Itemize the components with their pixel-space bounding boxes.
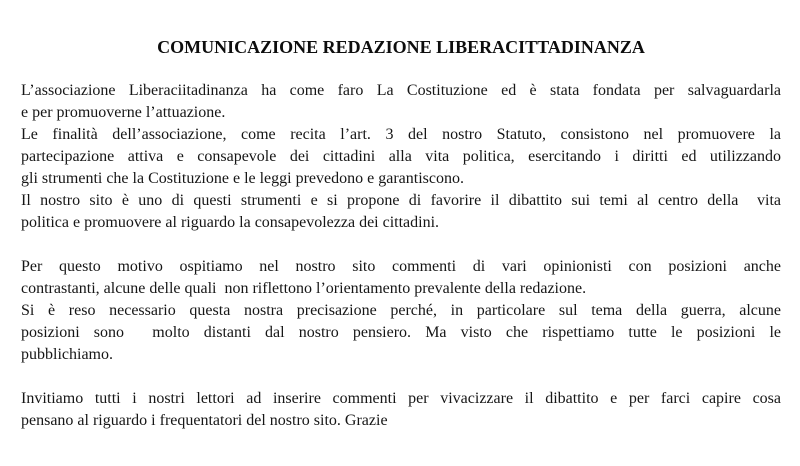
text-line: Il nostro sito è uno di questi strumenti e si propone di favorire il dibattito sui temi al centro della vita [21,192,781,209]
paragraph-statute-goals [21,124,781,190]
text-line: posizioni sono molto distanti dal nostro pensiero. Ma visto che rispettiamo tutte le posizioni le [21,324,781,341]
paragraph-gap [21,234,781,256]
paragraph-gap [21,366,781,388]
text-line: pensano al riguardo i frequentatori del nostro sito. Grazie [21,412,388,429]
paragraph-opinions [21,256,781,300]
text-line: e per promuoverne l’attuazione. [21,104,226,121]
paragraph-clarification [21,300,781,366]
text-line: pubblichiamo. [21,346,113,363]
text-line: Si è reso necessario questa nostra precisazione perché, in particolare sul tema della guerra, alcune [21,302,781,319]
text-line: partecipazione attiva e consapevole dei cittadini alla vita politica, esercitando i diritti ed utilizzando [21,148,781,165]
paragraph-association-intro [21,80,781,124]
paragraph-site-purpose [21,190,781,234]
text-line: L’associazione Liberaciitadinanza ha come faro La Costituzione ed è stata fondata per salvaguardarla [21,82,781,99]
document-title: COMUNICAZIONE REDAZIONE LIBERACITTADINANZA [157,37,645,57]
text-line: Per questo motivo ospitiamo nel nostro sito commenti di vari opinionisti con posizioni anche [21,258,781,275]
paragraph-invitation [21,388,781,432]
text-line: gli strumenti che la Costituzione e le leggi prevedono e garantiscono. [21,170,464,187]
text-line: Le finalità dell’associazione, come recita l’art. 3 del nostro Statuto, consistono nel promuovere la [21,126,781,143]
text-line: Invitiamo tutti i nostri lettori ad inserire commenti per vivacizzare il dibattito e per farci capire cosa [21,390,781,407]
text-line: politica e promuovere al riguardo la consapevolezza dei cittadini. [21,214,440,231]
text-line: contrastanti, alcune delle quali non riflettono l’orientamento prevalente della redazione. [21,280,587,297]
